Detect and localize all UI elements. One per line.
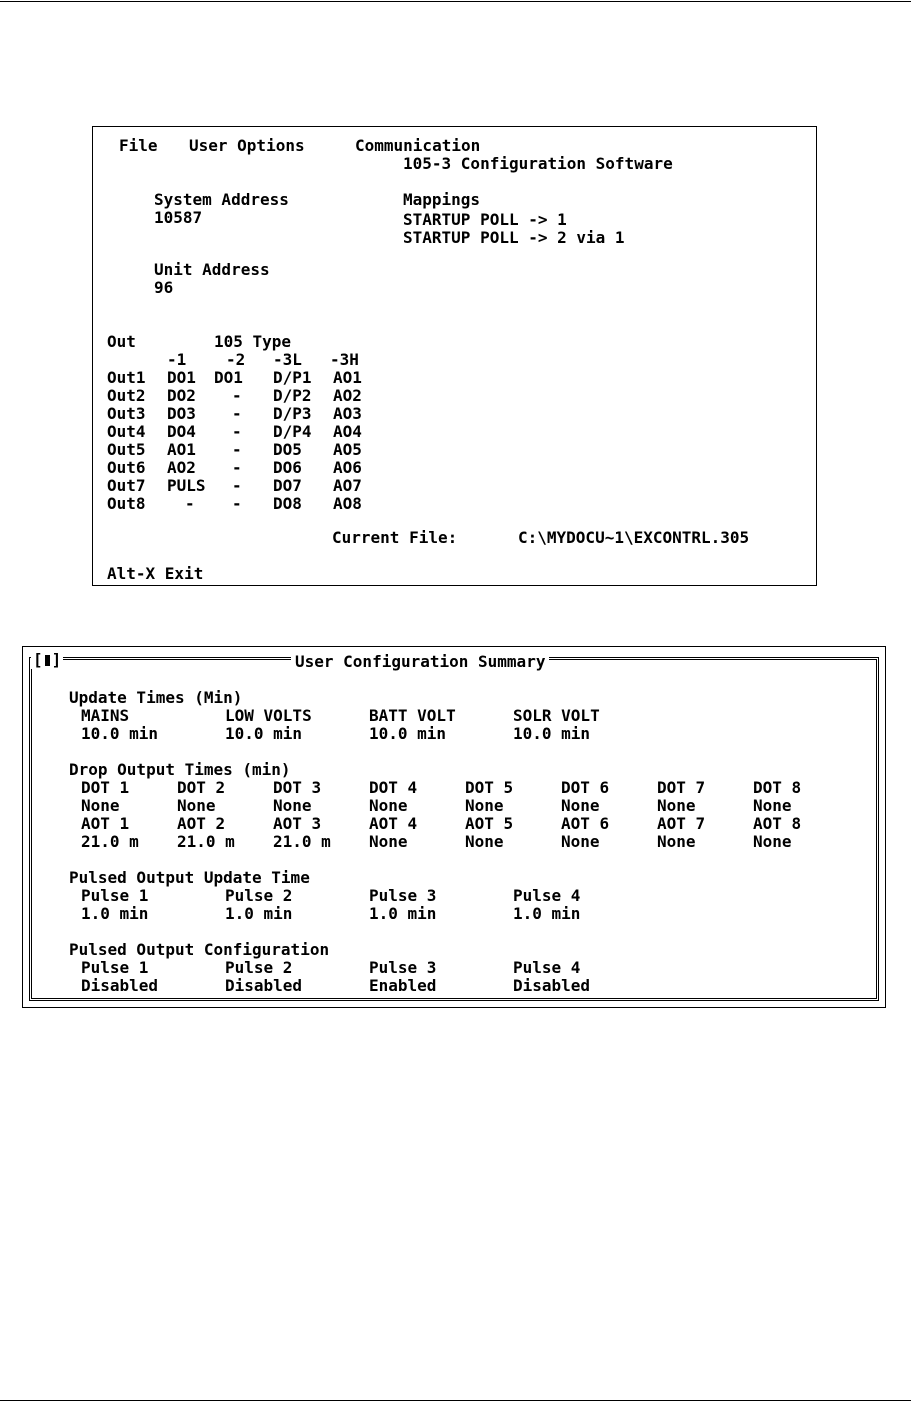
aot-label: AOT 8 (753, 814, 802, 833)
window-title: User Configuration Summary (291, 653, 549, 671)
dot-value: None (465, 796, 504, 815)
type-column-header: 105 Type (214, 332, 292, 351)
row-cell: D/P3 (273, 404, 312, 423)
dot-label: DOT 3 (273, 778, 322, 797)
pulse-config-value: Disabled (81, 976, 159, 995)
pulse-config-value: Disabled (225, 976, 303, 995)
pulse-label: Pulse 4 (513, 886, 581, 905)
row-cell: DO6 (273, 458, 302, 477)
row-cell: DO8 (273, 494, 302, 513)
aot-label: AOT 6 (561, 814, 610, 833)
pulse-config-value: Enabled (369, 976, 437, 995)
dot-label: DOT 8 (753, 778, 802, 797)
aot-value: None (369, 832, 408, 851)
row-cell: DO1 (167, 368, 196, 387)
row-label: Out5 (107, 440, 146, 459)
row-cell: - (232, 440, 242, 459)
system-address-label: System Address (154, 190, 289, 209)
mapping-item: STARTUP POLL -> 2 via 1 (403, 228, 625, 247)
aot-value: None (561, 832, 600, 851)
row-label: Out2 (107, 386, 146, 405)
aot-value: 21.0 m (273, 832, 331, 851)
row-cell: DO7 (273, 476, 302, 495)
row-label: Out7 (107, 476, 146, 495)
aot-label: AOT 2 (177, 814, 226, 833)
row-cell: AO6 (333, 458, 362, 477)
dot-value: None (369, 796, 408, 815)
row-cell: - (232, 494, 242, 513)
column-header-2: -2 (226, 350, 246, 369)
unit-address-label: Unit Address (154, 260, 270, 279)
update-times-heading: Update Times (Min) (69, 688, 243, 707)
pulse-label: Pulse 1 (81, 958, 149, 977)
row-cell: - (232, 476, 242, 495)
dot-label: DOT 1 (81, 778, 130, 797)
aot-value: None (753, 832, 792, 851)
column-header-1: -1 (167, 350, 187, 369)
dot-value: None (273, 796, 312, 815)
row-label: Out4 (107, 422, 146, 441)
row-cell: AO8 (333, 494, 362, 513)
pulse-label: Pulse 4 (513, 958, 581, 977)
menu-communication[interactable]: Communication (355, 136, 481, 155)
dot-label: DOT 6 (561, 778, 610, 797)
out-column-header: Out (107, 332, 136, 351)
exit-hint[interactable]: Alt-X Exit (107, 564, 204, 583)
update-value: 10.0 min (81, 724, 159, 743)
row-cell: D/P1 (273, 368, 312, 387)
menu-file[interactable]: File (119, 136, 158, 155)
update-value: 10.0 min (513, 724, 591, 743)
row-cell: - (232, 404, 242, 423)
row-label: Out8 (107, 494, 146, 513)
column-header-3h: -3H (330, 350, 359, 369)
aot-value: 21.0 m (81, 832, 139, 851)
close-box-icon[interactable]: [ ] (33, 650, 62, 669)
dot-value: None (177, 796, 216, 815)
update-label: SOLR VOLT (513, 706, 600, 725)
row-cell: AO3 (333, 404, 362, 423)
row-label: Out1 (107, 368, 146, 387)
row-cell: - (185, 494, 195, 513)
user-configuration-summary-window (22, 646, 886, 1008)
app-title: 105-3 Configuration Software (403, 154, 673, 173)
dot-value: None (753, 796, 792, 815)
aot-value: None (657, 832, 696, 851)
pulse-label: Pulse 3 (369, 886, 437, 905)
aot-label: AOT 4 (369, 814, 418, 833)
pulse-update-value: 1.0 min (225, 904, 293, 923)
row-cell: DO2 (167, 386, 196, 405)
update-value: 10.0 min (369, 724, 447, 743)
aot-value: None (465, 832, 504, 851)
pulsed-config-heading: Pulsed Output Configuration (69, 940, 330, 959)
pulse-label: Pulse 1 (81, 886, 149, 905)
pulse-update-value: 1.0 min (513, 904, 581, 923)
row-cell: - (232, 458, 242, 477)
row-cell: DO1 (214, 368, 243, 387)
dot-label: DOT 7 (657, 778, 706, 797)
dot-value: None (81, 796, 120, 815)
row-label: Out3 (107, 404, 146, 423)
row-label: Out6 (107, 458, 146, 477)
row-cell: AO2 (333, 386, 362, 405)
dot-label: DOT 2 (177, 778, 226, 797)
row-cell: AO5 (333, 440, 362, 459)
row-cell: AO7 (333, 476, 362, 495)
row-cell: D/P4 (273, 422, 312, 441)
top-rule (0, 1, 911, 2)
window-titlebar (23, 649, 885, 669)
pulse-label: Pulse 2 (225, 886, 293, 905)
drop-output-times-heading: Drop Output Times (min) (69, 760, 291, 779)
dot-label: DOT 4 (369, 778, 418, 797)
aot-label: AOT 1 (81, 814, 130, 833)
row-cell: DO5 (273, 440, 302, 459)
update-label: LOW VOLTS (225, 706, 312, 725)
pulsed-update-heading: Pulsed Output Update Time (69, 868, 310, 887)
dot-value: None (657, 796, 696, 815)
row-cell: AO1 (333, 368, 362, 387)
column-header-3l: -3L (273, 350, 302, 369)
system-address-value: 10587 (154, 208, 203, 227)
row-cell: AO2 (167, 458, 196, 477)
menu-user-options[interactable]: User Options (189, 136, 305, 155)
row-cell: - (232, 386, 242, 405)
row-cell: D/P2 (273, 386, 312, 405)
pulse-config-value: Disabled (513, 976, 591, 995)
row-cell: AO4 (333, 422, 362, 441)
pulse-update-value: 1.0 min (369, 904, 437, 923)
config-software-screen (92, 126, 817, 586)
row-cell: DO3 (167, 404, 196, 423)
aot-label: AOT 3 (273, 814, 322, 833)
aot-label: AOT 7 (657, 814, 706, 833)
update-label: BATT VOLT (369, 706, 456, 725)
aot-label: AOT 5 (465, 814, 514, 833)
update-label: MAINS (81, 706, 130, 725)
aot-value: 21.0 m (177, 832, 235, 851)
row-cell: - (232, 422, 242, 441)
row-cell: PULS (167, 476, 206, 495)
row-cell: AO1 (167, 440, 196, 459)
dot-label: DOT 5 (465, 778, 514, 797)
unit-address-value: 96 (154, 278, 174, 297)
update-value: 10.0 min (225, 724, 303, 743)
mapping-item: STARTUP POLL -> 1 (403, 210, 567, 229)
row-cell: DO4 (167, 422, 196, 441)
current-file-label: Current File: (332, 528, 458, 547)
pulse-label: Pulse 2 (225, 958, 293, 977)
pulse-label: Pulse 3 (369, 958, 437, 977)
current-file-value: C:\MYDOCU~1\EXCONTRL.305 (518, 528, 750, 547)
dot-value: None (561, 796, 600, 815)
bottom-rule (0, 1400, 911, 1401)
mappings-label: Mappings (403, 190, 481, 209)
pulse-update-value: 1.0 min (81, 904, 149, 923)
